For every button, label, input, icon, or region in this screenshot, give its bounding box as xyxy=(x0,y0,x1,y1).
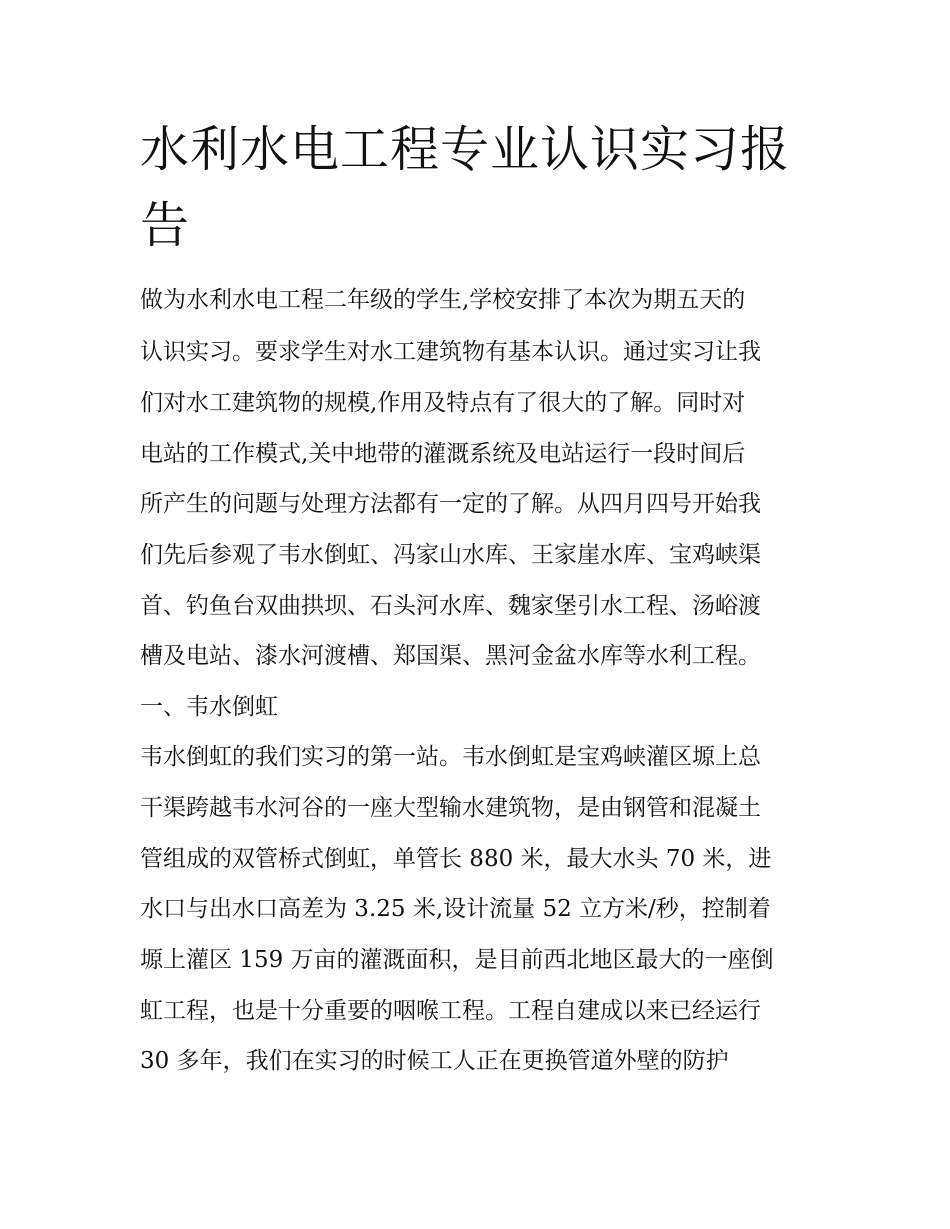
title-line-2: 告 xyxy=(140,197,191,254)
paragraph-line: 韦水倒虹的我们实习的第一站。韦水倒虹是宝鸡峡灌区塬上总 xyxy=(140,744,761,770)
paragraph-line: 首、钓鱼台双曲拱坝、石头河水库、魏家堡引水工程、汤峪渡 xyxy=(140,593,761,619)
paragraph-line: 们先后参观了韦水倒虹、冯家山水库、王家崖水库、宝鸡峡渠 xyxy=(140,542,761,568)
paragraph-line: 水口与出水口高差为 3.25 米,设计流量 52 立方米/秒，控制着 xyxy=(140,896,771,922)
paragraph-line: 电站的工作模式,关中地带的灌溉系统及电站运行一段时间后 xyxy=(140,441,746,467)
paragraph-line: 塬上灌区 159 万亩的灌溉面积，是目前西北地区最大的一座倒 xyxy=(140,947,774,973)
paragraph-line: 认识实习。要求学生对水工建筑物有基本认识。通过实习让我 xyxy=(140,339,761,365)
paragraph-line: 们对水工建筑物的规模,作用及特点有了很大的了解。同时对 xyxy=(140,390,746,416)
paragraph-line: 所产生的问题与处理方法都有一定的了解。从四月四号开始我 xyxy=(140,491,761,517)
title-line-1: 水利水电工程专业认识实习报 xyxy=(140,121,791,178)
paragraph-line: 虹工程，也是十分重要的咽喉工程。工程自建成以来已经运行 xyxy=(140,998,761,1024)
paragraph-line: 干渠跨越韦水河谷的一座大型输水建筑物，是由钢管和混凝土 xyxy=(140,795,761,821)
section-heading: 一、韦水倒虹 xyxy=(140,694,278,720)
paragraph-line: 30 多年，我们在实习的时候工人正在更换管道外壁的防护 xyxy=(140,1048,729,1074)
paragraph-line: 槽及电站、漆水河渡槽、郑国渠、黑河金盆水库等水利工程。 xyxy=(140,643,761,669)
document-title xyxy=(140,112,820,264)
paragraph-line: 做为水利水电工程二年级的学生,学校安排了本次为期五天的 xyxy=(140,287,746,313)
paragraph-line: 管组成的双管桥式倒虹，单管长 880 米，最大水头 70 米，进 xyxy=(140,846,772,872)
